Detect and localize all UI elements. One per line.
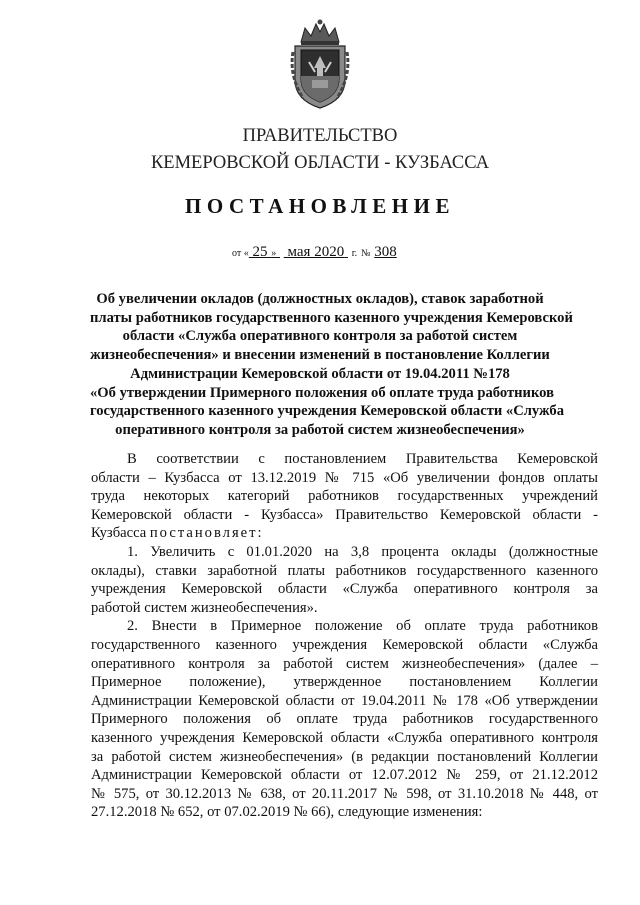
text-line: Примерного положения об оплате труда работников государственного bbox=[91, 711, 598, 728]
text-line: В соответствии с постановлением Правительства Кемеровской bbox=[127, 451, 598, 467]
text-line: Администрации Кемеровской области от 19.04.2011 № 178 «Об утверждении bbox=[91, 692, 598, 709]
title-line: оперативного контроля за работой систем жизнеобеспечения» bbox=[115, 421, 525, 438]
document-type: ПОСТАНОВЛЕНИЕ bbox=[185, 194, 455, 218]
text-line: Кузбасса постановляет: bbox=[91, 525, 264, 542]
title-line: «Об утверждении Примерного положения об оплате труда работников bbox=[90, 384, 554, 401]
text-line: Администрации Кемеровской области от 12.07.2012 № 259, от 21.12.2012 bbox=[91, 767, 598, 784]
coat-of-arms-emblem bbox=[287, 18, 353, 110]
text-line: казенного учреждения Кемеровской области «Служба оперативного контроля bbox=[91, 729, 598, 746]
region-name: КЕМЕРОВСКОЙ ОБЛАСТИ - КУЗБАССА bbox=[150, 153, 490, 173]
title-line: области «Служба оперативного контроля за работой систем bbox=[122, 328, 518, 345]
text-line: работой систем жизнеобеспечения». bbox=[91, 599, 318, 616]
preamble-paragraph bbox=[91, 450, 598, 543]
text-line: государственного казенного учреждения Кемеровской области «Служба bbox=[91, 636, 598, 653]
title-line: жизнеобеспечения» и внесении изменений в постановление Коллегии bbox=[90, 347, 550, 364]
item-2-paragraph bbox=[91, 617, 598, 822]
date-line bbox=[232, 244, 397, 261]
text-line: области – Кузбасса от 13.12.2019 № 715 «Об увеличении фондов оплаты bbox=[91, 469, 598, 486]
title-line: Администрации Кемеровской области от 19.04.2011 №178 bbox=[130, 365, 510, 382]
title-line: Об увеличении окладов (должностных окладов), ставок заработной bbox=[96, 291, 544, 307]
text-line: 1. Увеличить с 01.01.2020 на 3,8 процента оклады (должностные bbox=[127, 543, 598, 560]
title-line: платы работников государственного казенного учреждения Кемеровской bbox=[90, 309, 573, 326]
text-line: Примерное положение), утвержденное постановлением Коллегии bbox=[91, 674, 598, 691]
item-1-paragraph bbox=[91, 543, 598, 617]
text-line: оклады), ставки заработной платы работников государственного казенного bbox=[91, 562, 598, 579]
date-prefix: от « bbox=[232, 248, 249, 259]
text-line: № 575, от 30.12.2013 № 638, от 20.11.2017 № 598, от 31.10.2018 № 448, от bbox=[91, 785, 598, 802]
text-line: учреждения Кемеровской области «Служба оперативного контроля за bbox=[91, 581, 598, 598]
text-line: 27.12.2018 № 652, от 07.02.2019 № 66), следующие изменения: bbox=[91, 804, 483, 821]
text-line: оперативного контроля за работой систем жизнеобеспечения» (далее – bbox=[91, 655, 598, 672]
date-day: 25 » bbox=[252, 244, 277, 260]
document-title bbox=[90, 290, 573, 440]
text-line: труда некоторых категорий работников государственных учреждений bbox=[91, 488, 598, 505]
text-line: Кемеровской области - Кузбасса» Правительство Кемеровской области - bbox=[91, 506, 598, 523]
decree-word: постановляет: bbox=[149, 525, 264, 542]
document-number: 308 bbox=[374, 244, 397, 260]
text-line: за работой систем жизнеобеспечения» (в редакции постановлений Коллегии bbox=[91, 748, 598, 765]
title-line: государственного казенного учреждения Кемеровской области «Служба bbox=[90, 403, 565, 420]
number-label: № bbox=[360, 248, 371, 259]
document-body bbox=[91, 450, 598, 822]
date-year-suffix: г. bbox=[351, 248, 358, 259]
government-name: ПРАВИТЕЛЬСТВО bbox=[242, 126, 398, 146]
date-month-year: мая 2020 bbox=[287, 244, 345, 260]
text-line: 2. Внести в Примерное положение об оплате труда работников bbox=[127, 618, 598, 635]
